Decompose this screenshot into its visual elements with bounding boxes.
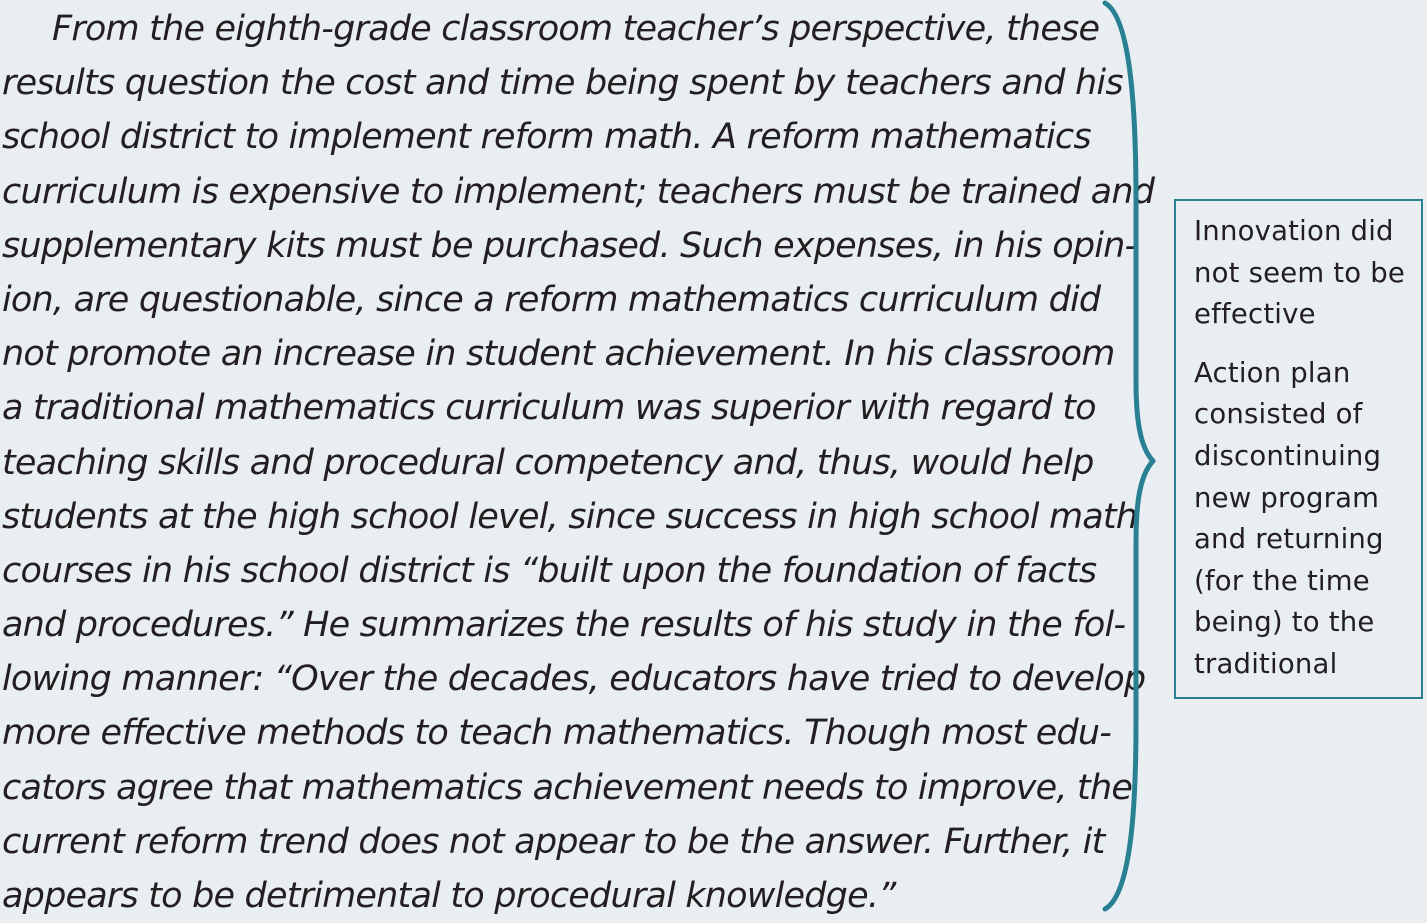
paragraph-line: cators agree that mathematics achievement needs to improve, the [2,767,1133,808]
note-line: and returning [1194,523,1384,556]
paragraph-line: teaching skills and procedural competency and, thus, would help [2,442,1094,483]
note-line: consisted of [1194,398,1363,431]
body-paragraph [2,2,1155,923]
paragraph-line: results question the cost and time being spent by teachers and his [2,63,1123,104]
margin-note-box [1174,199,1423,699]
paragraph-line: courses in his school district is “built upon the foundation of facts [2,550,1097,591]
note-line: discontinuing [1194,439,1382,472]
note-line: being) to the [1194,606,1375,639]
note-line: new program [1194,481,1380,514]
note-line: traditional [1194,647,1338,680]
note-line: effective [1194,298,1316,331]
note-line: not seem to be [1194,256,1405,289]
margin-note-action-plan [1194,353,1411,686]
paragraph-line: students at the high school level, since success in high school math [2,496,1138,537]
paragraph-line: not promote an increase in student achievement. In his classroom [2,334,1115,375]
paragraph-line: curriculum is expensive to implement; teachers must be trained and [2,171,1155,212]
note-line: Action plan [1194,356,1351,389]
margin-note-finding [1194,211,1411,336]
paragraph-line: school district to implement reform math. A reform mathematics [2,117,1091,158]
paragraph-line: more effective methods to teach mathematics. Though most edu- [2,713,1112,754]
paragraph-line: supplementary kits must be purchased. Such expenses, in his opin- [2,225,1137,266]
paragraph-line: a traditional mathematics curriculum was superior with regard to [2,388,1096,429]
note-line: (for the time [1194,564,1370,597]
paragraph-line: ion, are questionable, since a reform mathematics curriculum did [2,279,1101,320]
paragraph-line: appears to be detrimental to procedural knowledge.” [2,876,896,916]
paragraph-line: current reform trend does not appear to be the answer. Further, it [2,821,1105,862]
curly-brace-divider [1096,0,1156,912]
paragraph-line: and procedures.” He summarizes the results of his study in the fol- [2,605,1126,646]
curly-brace-path [1105,3,1153,909]
paragraph-line: From the eighth-grade classroom teacher’s perspective, these [52,9,1100,49]
note-line: Innovation did [1194,215,1394,247]
paragraph-line: lowing manner: “Over the decades, educators have tried to develop [2,659,1146,700]
